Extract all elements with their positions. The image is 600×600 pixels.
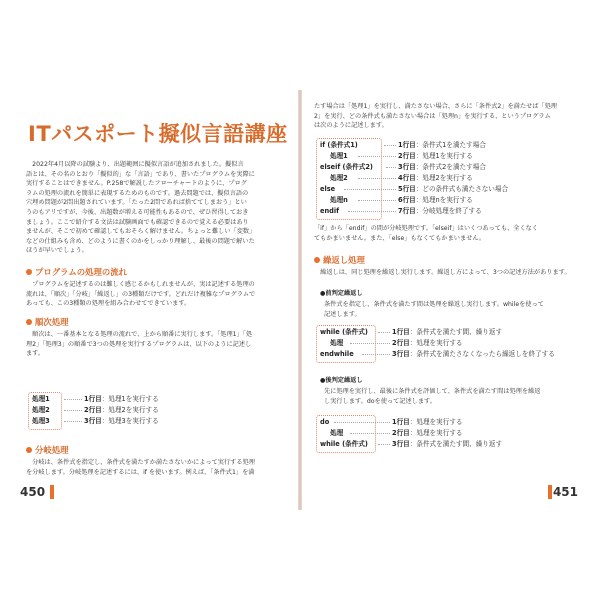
bullet-icon: [314, 257, 320, 263]
post-check-line: し実行します。doを使って記述します。: [324, 397, 436, 405]
code-row: while (条件式) 3行目：条件式を満たす間、繰り返す: [320, 440, 503, 448]
if-code-block: [316, 140, 556, 217]
intro-line: 2022年4月以降の試験より、出題範囲に擬似言語が追加されました。擬似言: [26, 161, 244, 168]
code-keyword: 処理2: [32, 406, 50, 414]
code-row: 処理 2行目：処理を実行する: [330, 339, 463, 347]
code-row: 処理2 4行目：処理2を実行する: [330, 174, 473, 182]
do-code-block: [316, 417, 578, 450]
code-keyword: while (条件式): [320, 440, 368, 448]
sequence-line: 理2」「処理3」の順番で3つの処理を実行するプログラムは、以下のように記述し: [26, 340, 252, 348]
pre-check-paragraph: [324, 300, 578, 319]
code-row: elseif (条件式2) 3行目：条件式2を満たす場合: [320, 163, 486, 171]
page-accent-bar: [50, 485, 54, 499]
code-row: 処理2 2行目：処理2を実行する: [32, 406, 159, 414]
branch-continued-line: 2」を実行、どの条件式も満たさない場合は「処理n」を実行する、というプログラム: [314, 112, 551, 120]
sequence-line: 順次は、一番基本となる処理の流れで、上から順番に実行します。「処理1」「処: [26, 331, 253, 338]
flow-line: あっても、この3種類の処理を組み合わせてできています。: [26, 300, 191, 308]
post-check-line: 先に処理を実行し、最後に条件式を評価して、条件式を満たす間は処理を繰返: [324, 388, 541, 395]
left-page: [14, 90, 298, 510]
code-keyword: else: [320, 185, 336, 193]
loop-paragraph: [314, 268, 578, 278]
code-keyword: endwhile: [320, 350, 354, 358]
post-check-loop-heading: ●後判定繰返し: [320, 377, 363, 384]
if-note-line: 「if」から「endif」の間が分岐処理です。「elseif」はいくつあっても、全くなく: [314, 225, 539, 232]
code-row: 処理1 2行目：処理1を実行する: [330, 152, 473, 160]
code-row: 処理3 3行目：処理3を実行する: [32, 417, 159, 425]
code-row: 処理1 1行目：処理1を実行する: [32, 395, 159, 403]
flow-line: プログラムを記述するのは難しく感じるかもしれませんが、実は記述する処理の: [26, 281, 255, 288]
code-row: if (条件式1) 1行目：条件式1を満たす場合: [320, 141, 486, 149]
section-heading-sequence: 順次処理: [26, 316, 69, 328]
pre-check-line: 条件式を指定し、条件式を満たす間は処理を繰返し実行します。whileを使って: [324, 301, 544, 308]
intro-line: ませんが、そこで初めて確認してもおそらく解けません。ちょっと難しい「変数」: [26, 228, 256, 236]
code-row: endwhile 3行目：条件式を満たさなくなったら繰返しを終了する: [320, 350, 555, 358]
sequence-code-block: [28, 394, 228, 427]
code-keyword: 処理1: [32, 395, 50, 403]
branch-continued-line: たす場合は「処理1」を実行し、満たさない場合、さらに「条件式2」を満たせば「処理: [314, 103, 557, 110]
sequence-paragraph: [26, 330, 290, 359]
code-row: 処理 2行目：処理を実行する: [330, 429, 463, 437]
code-keyword: endif: [320, 207, 340, 215]
branch-continued-line: は次のように記述します。: [314, 122, 388, 130]
if-note-line: てもかまいません。また、「else」もなくてもかまいません。: [314, 234, 486, 242]
bullet-icon: [26, 319, 32, 325]
code-keyword: 処理3: [32, 417, 50, 425]
code-keyword: do: [320, 418, 330, 426]
intro-line: などの仕組みも含め、どのように書くのかをしっかり理解し、最後の問題で解いた: [26, 237, 255, 245]
section-heading-branch: 分岐処理: [26, 444, 69, 456]
branch-line: を分岐します。分岐処理を記述するには、if を使います。例えば、「条件式1」を満: [26, 468, 255, 476]
code-keyword: 処理2: [330, 174, 348, 182]
intro-line: 穴埋め問題が2問出題されています。「たった2問であれば捨ててしまおう」とい: [26, 199, 247, 207]
bullet-icon: [26, 269, 32, 275]
branch-continued-paragraph: [314, 102, 578, 131]
intro-paragraph: [26, 160, 290, 256]
branch-line: 分岐は、条件式を指定し、条件式を満たすか満たさないかによって実行する処理: [26, 459, 255, 466]
page-title: ITパスポート擬似言語講座: [28, 122, 288, 146]
right-page: [302, 90, 586, 510]
section-heading-flow: プログラムの処理の流れ: [26, 266, 127, 278]
pre-check-loop-heading: ●前判定繰返し: [320, 290, 363, 297]
intro-line: 実行することはできません。P.258で解説したフローチャートのように、プログ: [26, 180, 247, 188]
flow-paragraph: [26, 280, 290, 309]
intro-line: 語とは、その名のとおり「擬似的」な「言語」であり、書いたプログラムを実際に: [26, 170, 255, 178]
loop-line: 繰返しは、同じ処理を繰返し実行します。繰返し方によって、3つの記述方法があります。: [314, 269, 571, 276]
code-row: while (条件式) 1行目：条件式を満たす間、繰り返す: [320, 328, 503, 336]
code-keyword: 処理: [330, 429, 344, 437]
page-number: 450: [20, 485, 46, 499]
code-keyword: 処理n: [330, 196, 348, 204]
code-keyword: 処理1: [330, 152, 348, 160]
page-accent-bar: [548, 485, 552, 499]
code-keyword: if (条件式1): [320, 141, 358, 149]
code-row: 処理n 6行目：処理nを実行する: [330, 196, 473, 204]
code-keyword: elseif (条件式2): [320, 163, 373, 171]
code-keyword: 処理: [330, 339, 344, 347]
code-row: do 1行目：処理を実行する: [320, 418, 463, 426]
code-keyword: while (条件式): [320, 328, 368, 336]
intro-line: ほうが早いでしょう。: [26, 247, 88, 255]
intro-line: ラムの処理の流れを簡単に表現するためのものです。過去問題では、擬似言語の: [26, 189, 249, 197]
code-row: endif 7行目：分岐処理を終了する: [320, 207, 482, 215]
flow-line: 流れは、「順次」「分岐」「繰返し」の3種類だけです。どれだけ複雑なプログラムで: [26, 290, 256, 298]
while-code-block: [316, 327, 578, 360]
section-heading-loop: 繰返し処理: [314, 254, 365, 266]
bullet-icon: [26, 447, 32, 453]
book-spread: [14, 90, 586, 510]
sequence-line: ます。: [26, 350, 45, 358]
code-row: else 5行目：どの条件式も満たさない場合: [320, 185, 509, 193]
if-note-paragraph: [314, 224, 578, 243]
intro-line: ましょう。ここで紹介する文法は試験画面でも確認できるので覚える必要はあり: [26, 218, 249, 226]
post-check-paragraph: [324, 387, 578, 406]
intro-line: うのもアリですが、今後、出題数が増える可能性もあるので、ぜひ習得しておき: [26, 208, 249, 216]
branch-paragraph: [26, 458, 290, 477]
page-number: 451: [552, 485, 578, 499]
pre-check-line: 記述します。: [324, 310, 361, 318]
